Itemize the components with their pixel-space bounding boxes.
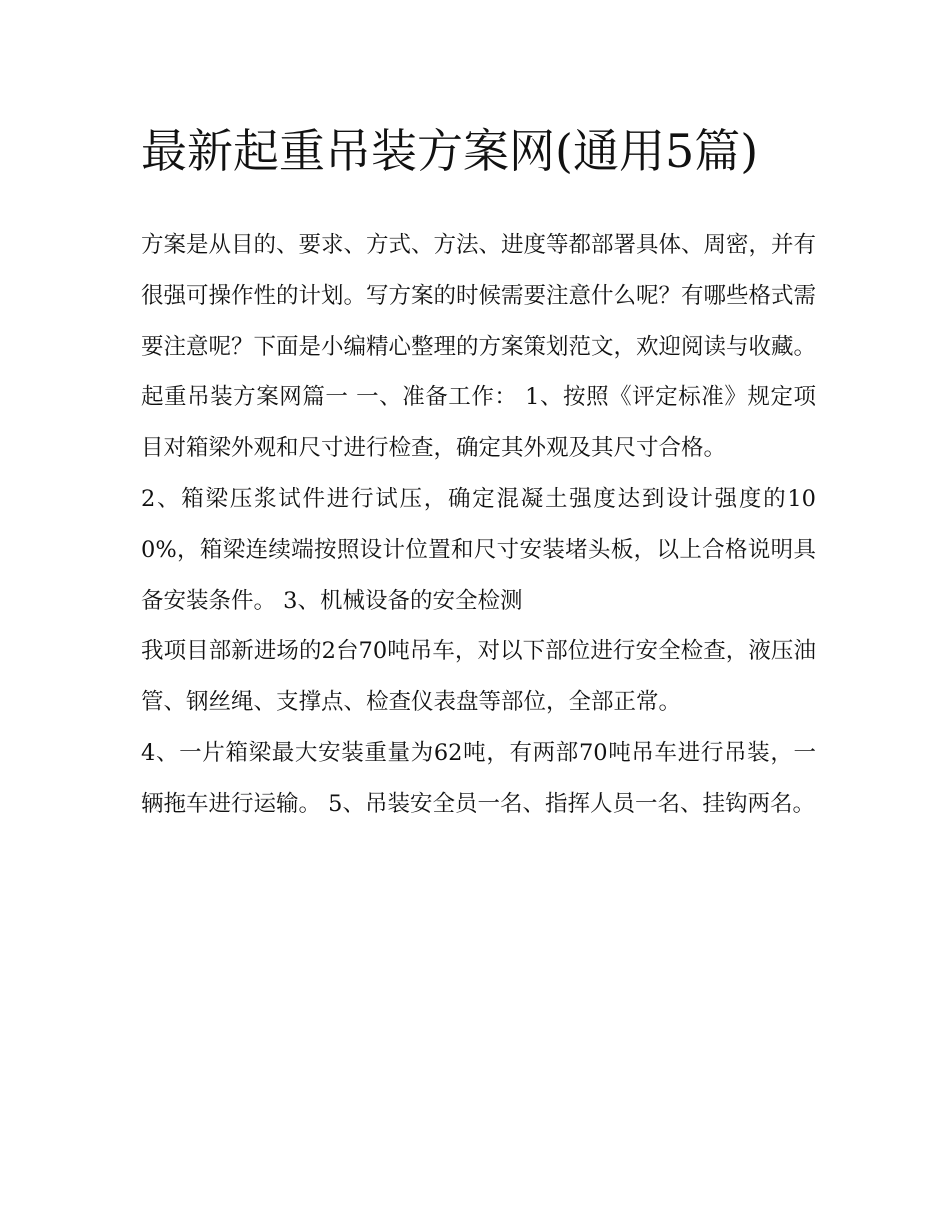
intro-paragraph: 方案是从目的、要求、方式、方法、进度等都部署具体、周密，并有很强可操作性的计划。写方案的时候需要注意什么呢？有哪些格式需要注意呢？下面是小编精心整理的方案策划范文，欢迎阅读与收藏。	[141, 232, 817, 360]
item-two-paragraph: 2、箱梁压浆试件进行试压，确定混凝土强度达到设计强度的100%，箱梁连续端按照设计位置和尺寸安装堵头板，以上合格说明具备安装条件。 3、机械设备的安全检测	[141, 485, 816, 614]
item-four-paragraph: 4、一片箱梁最大安装重量为62吨，有两部70吨吊车进行吊装，一辆拖车进行运输。 5、吊装安全员一名、指挥人员一名、挂钩两名。	[141, 739, 816, 817]
document-body	[141, 112, 816, 830]
inspection-paragraph: 我项目部新进场的2台70吨吊车，对以下部位进行安全检查，液压油管、钢丝绳、支撑点、检查仪表盘等部位，全部正常。	[141, 638, 816, 716]
section-one-paragraph: 起重吊装方案网篇一 一、准备工作： 1、按照《评定标准》规定项目对箱梁外观和尺寸进行检查，确定其外观及其尺寸合格。	[141, 384, 816, 462]
document-title: 最新起重吊装方案网(通用5篇)	[141, 124, 759, 178]
